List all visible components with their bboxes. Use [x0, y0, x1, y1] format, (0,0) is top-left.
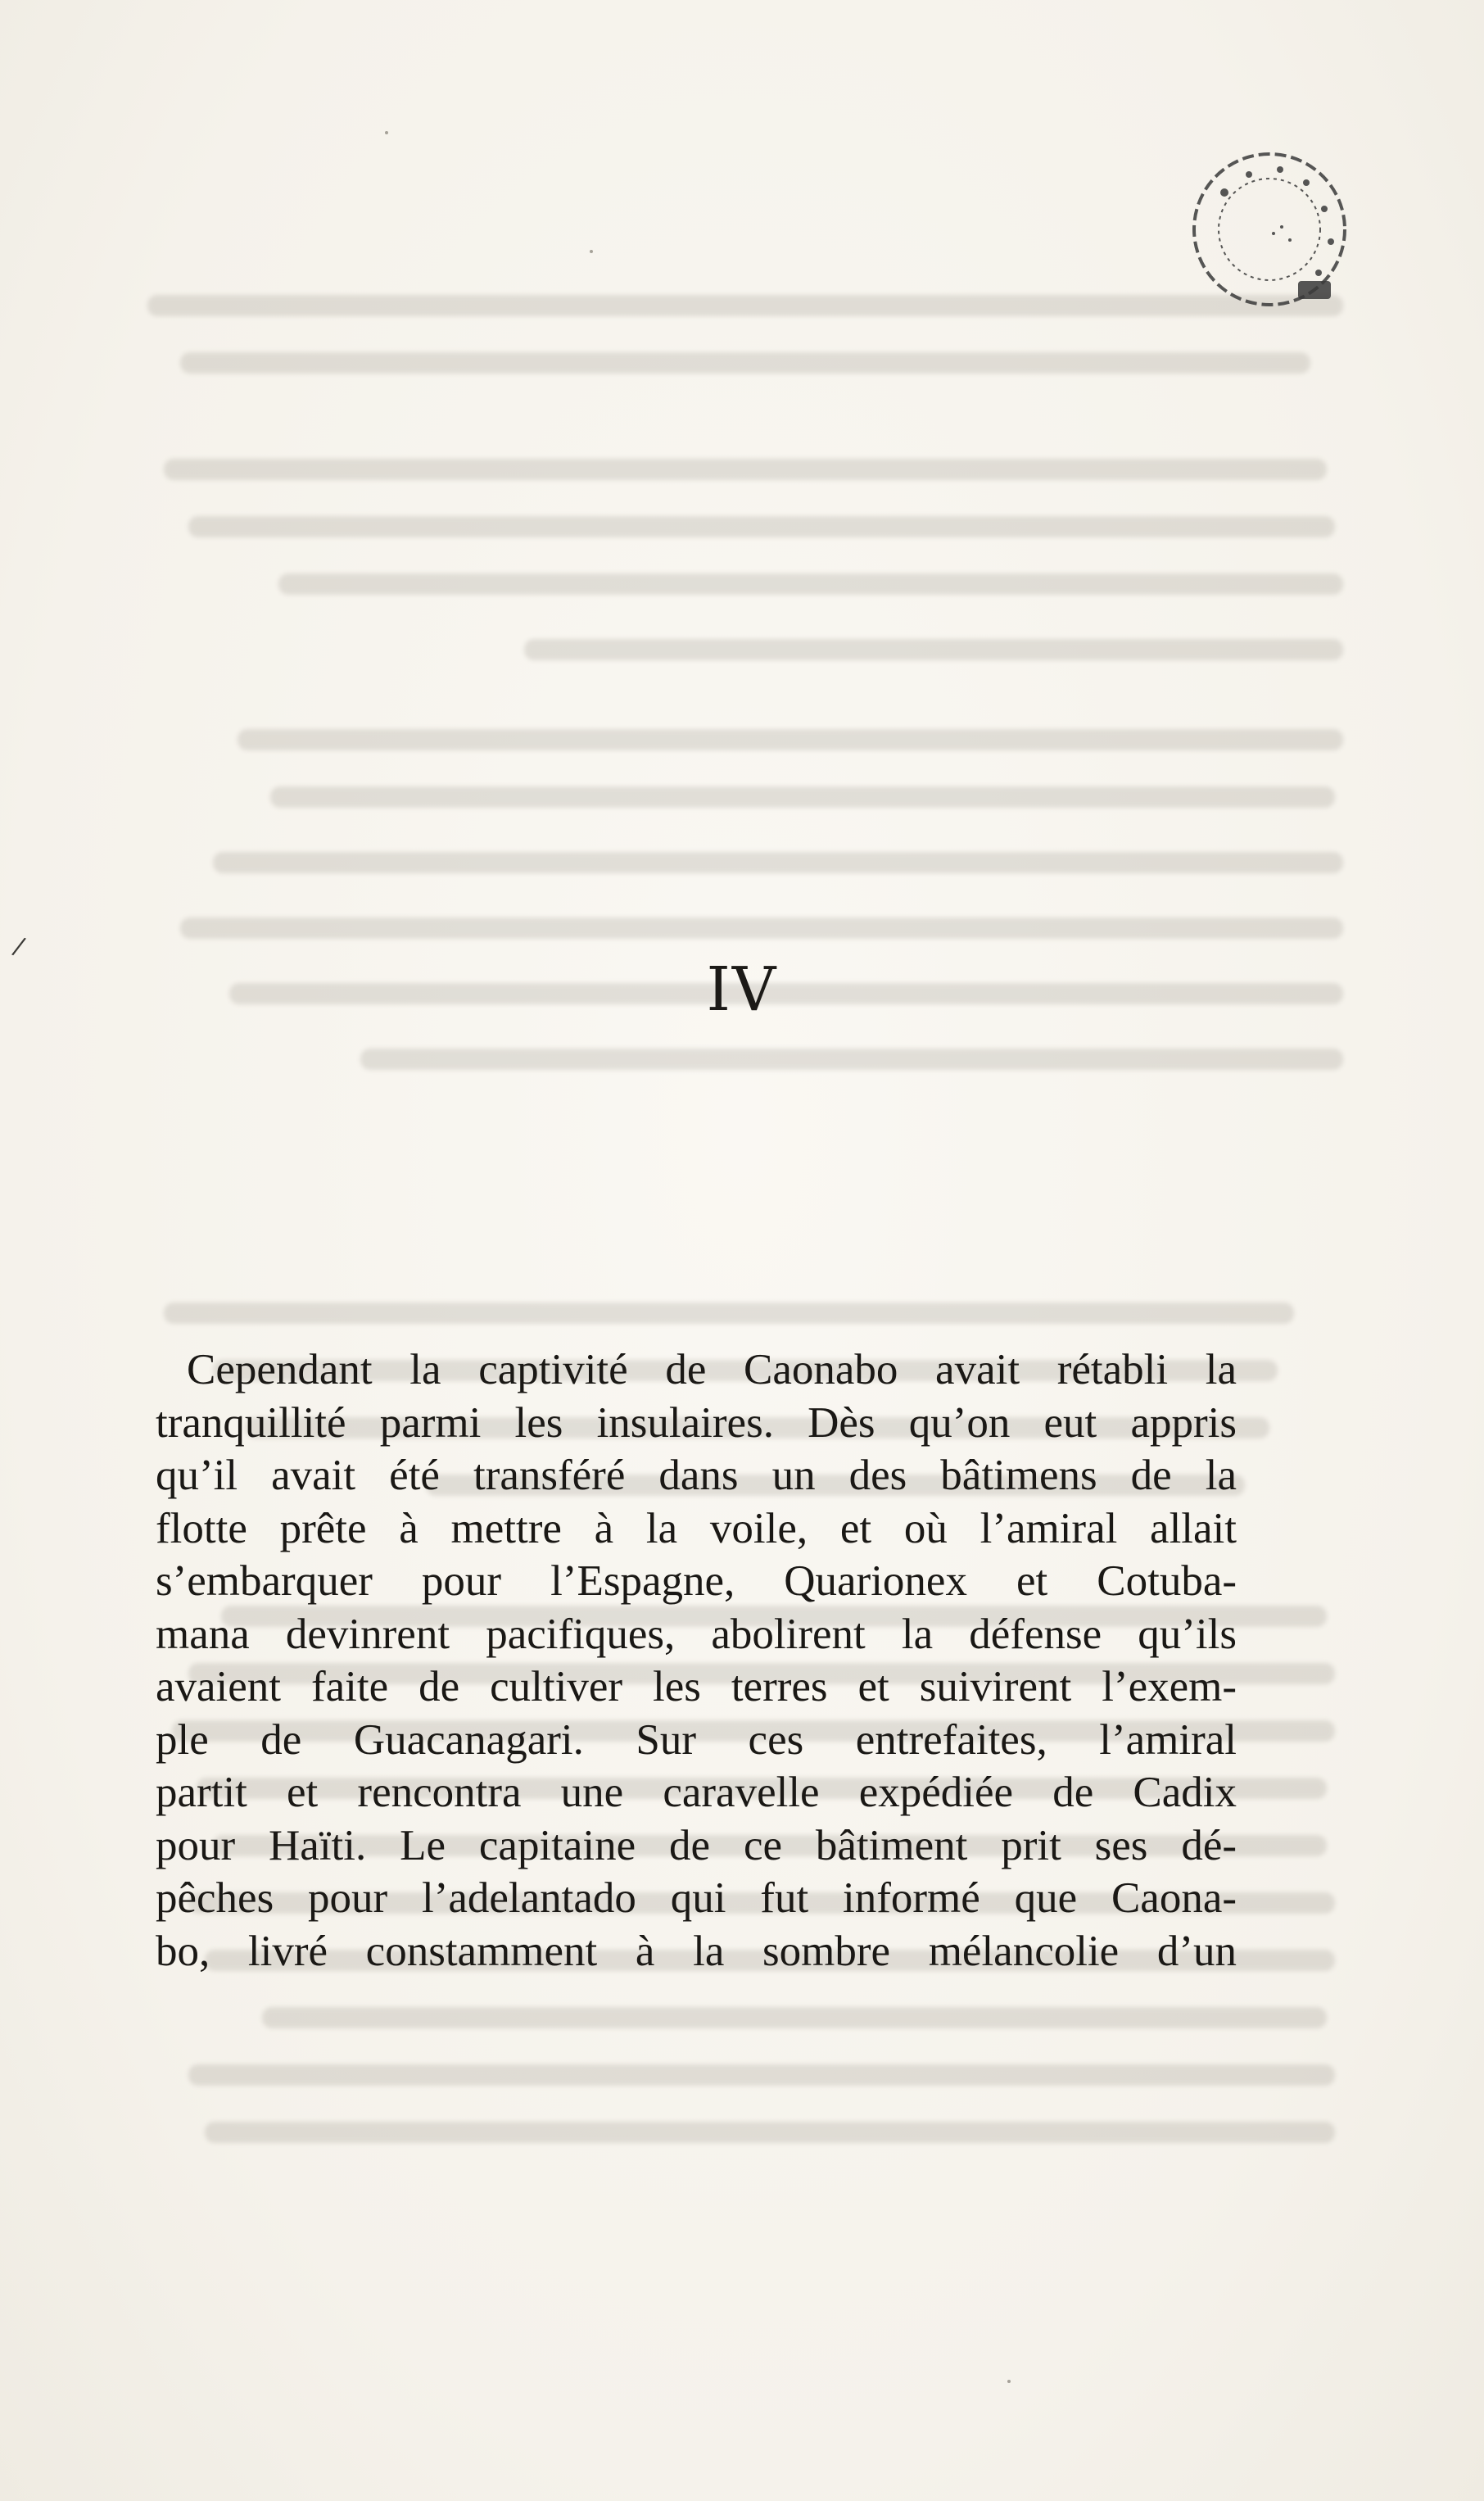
text-line: avaient faite de cultiver les terres et suivirent l’exem-: [156, 1663, 1237, 1710]
text-line: Cependant la captivité de Caonabo avait rétabli la: [187, 1346, 1237, 1393]
text-line: mana devinrent pacifiques, abolirent la défense qu’ils: [156, 1610, 1237, 1658]
chapter-heading: IV: [706, 954, 778, 1025]
text-line: tranquillité parmi les insulaires. Dès qu’on eut appris: [156, 1398, 1237, 1447]
paper-speck: [385, 131, 388, 134]
library-stamp-icon: [1175, 135, 1364, 324]
text-line: pour Haïti. Le capitaine de ce bâtiment prit ses dé-: [156, 1821, 1237, 1869]
text-line: s’embarquer pour l’Espagne, Quarionex et Cotuba-: [156, 1557, 1237, 1605]
text-line: pêches pour l’adelantado qui fut informé que Caona-: [156, 1874, 1237, 1922]
text-line: ple de Guacanagari. Sur ces entrefaites, l’amiral: [156, 1715, 1237, 1764]
body-paragraph: [156, 1343, 1237, 1978]
text-line: bo, livré constamment à la sombre mélancolie d’un: [156, 1927, 1237, 1975]
text-line: partit et rencontra une caravelle expédiée de Cadix: [156, 1769, 1237, 1816]
margin-pencil-mark: /: [10, 931, 28, 962]
paper-speck: [1007, 2380, 1011, 2383]
paper-speck: [590, 250, 593, 253]
text-line: qu’il avait été transféré dans un des bâtimens de la: [156, 1452, 1237, 1499]
text-line: flotte prête à mettre à la voile, et où l’amiral allait: [156, 1504, 1237, 1552]
